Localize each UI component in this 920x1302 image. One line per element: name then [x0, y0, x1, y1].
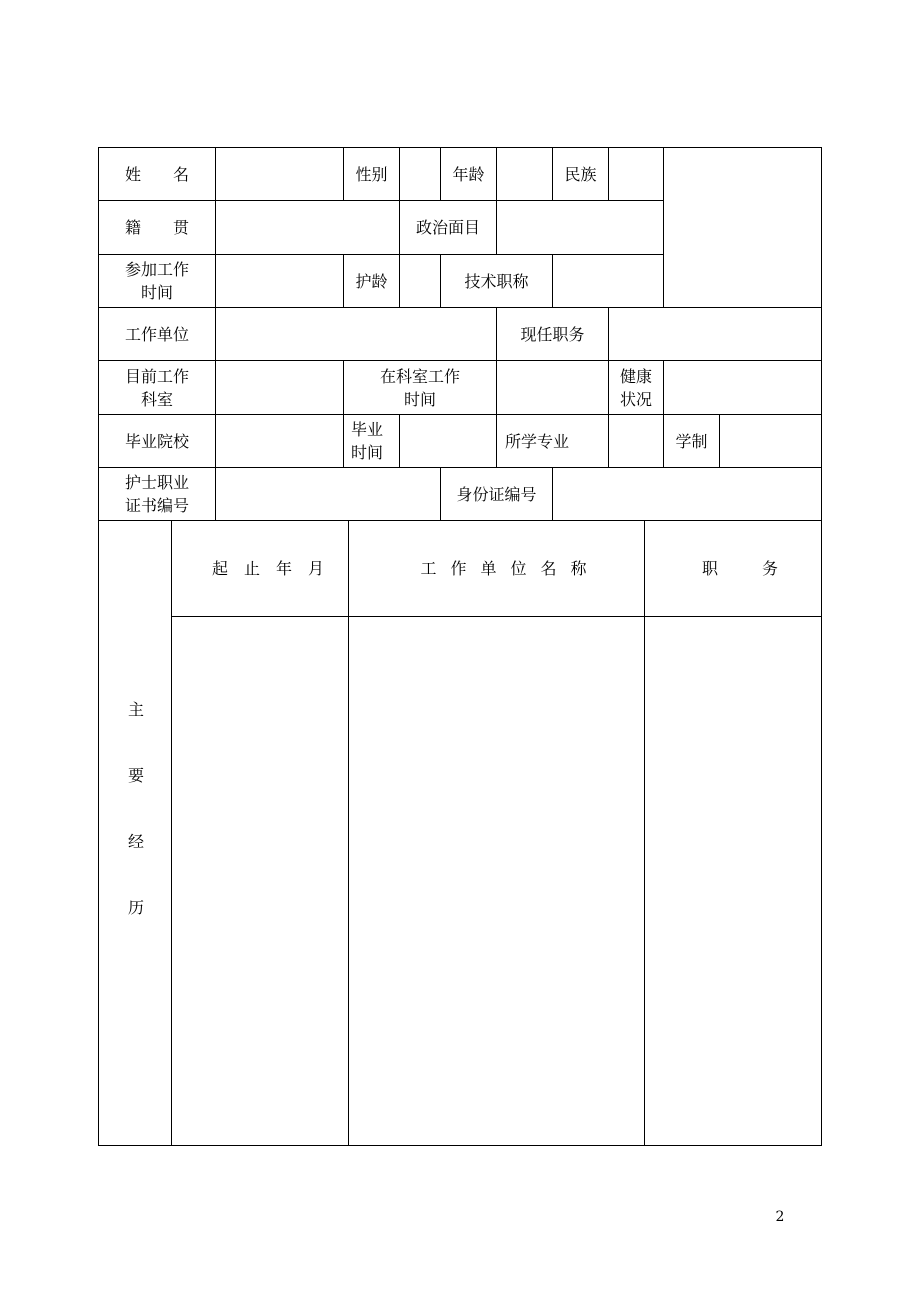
col-position-header: 职 务 [701, 559, 792, 578]
political-label: 政治面目 [415, 218, 480, 237]
schooling-field[interactable] [720, 415, 821, 467]
col-period-header: 起止年月 [211, 559, 340, 578]
gender-field[interactable] [400, 148, 440, 200]
work-start-label: 参加工作 时间 [124, 260, 189, 302]
current-post-field[interactable] [609, 308, 821, 360]
unit-name-entries[interactable] [349, 617, 644, 1145]
schooling-label: 学制 [675, 431, 708, 451]
ethnicity-label: 民族 [564, 164, 597, 184]
id-label: 身份证编号 [456, 484, 537, 504]
age-field[interactable] [497, 148, 552, 200]
position-entries[interactable] [645, 617, 821, 1145]
gender-label: 性别 [355, 164, 388, 184]
tech-title-field[interactable] [553, 255, 663, 307]
photo-area[interactable] [664, 148, 821, 307]
current-post-label: 现任职务 [520, 324, 585, 344]
current-dept-label: 目前工作 科室 [124, 366, 189, 409]
nursing-age-field[interactable] [400, 255, 440, 307]
dept-time-field[interactable] [497, 361, 608, 414]
native-place-field[interactable] [216, 201, 399, 254]
school-label: 毕业院校 [124, 431, 189, 451]
name-field[interactable] [216, 148, 343, 200]
ethnicity-field[interactable] [609, 148, 663, 200]
grad-time-label: 毕业 时间 [350, 420, 383, 462]
nurse-cert-field[interactable] [216, 468, 440, 520]
age-label: 年龄 [452, 164, 485, 184]
nursing-age-label: 护龄 [355, 271, 388, 291]
health-label: 健康 状况 [619, 366, 652, 409]
native-place-label: 籍 贯 [124, 218, 189, 237]
grad-time-field[interactable] [400, 415, 496, 467]
major-label: 所学专业 [504, 431, 569, 451]
experience-label-cell [99, 521, 171, 1145]
id-field[interactable] [553, 468, 821, 520]
name-label: 姓 名 [124, 164, 189, 184]
work-unit-label: 工作单位 [124, 324, 189, 344]
school-field[interactable] [216, 415, 343, 467]
political-field[interactable] [497, 201, 663, 254]
work-unit-field[interactable] [216, 308, 496, 360]
period-entries[interactable] [172, 617, 348, 1145]
work-start-field[interactable] [216, 255, 343, 307]
current-dept-field[interactable] [216, 361, 343, 414]
experience-label: 主要经历 [125, 701, 145, 965]
major-field[interactable] [609, 415, 663, 467]
tech-title-label: 技术职称 [464, 271, 529, 291]
dept-time-label: 在科室工作 时间 [379, 366, 460, 409]
page-number: 2 [775, 1209, 785, 1225]
nurse-cert-label: 护士职业 证书编号 [124, 473, 189, 515]
health-field[interactable] [664, 361, 821, 414]
col-unit-name-header: 工作单位名称 [420, 559, 601, 578]
